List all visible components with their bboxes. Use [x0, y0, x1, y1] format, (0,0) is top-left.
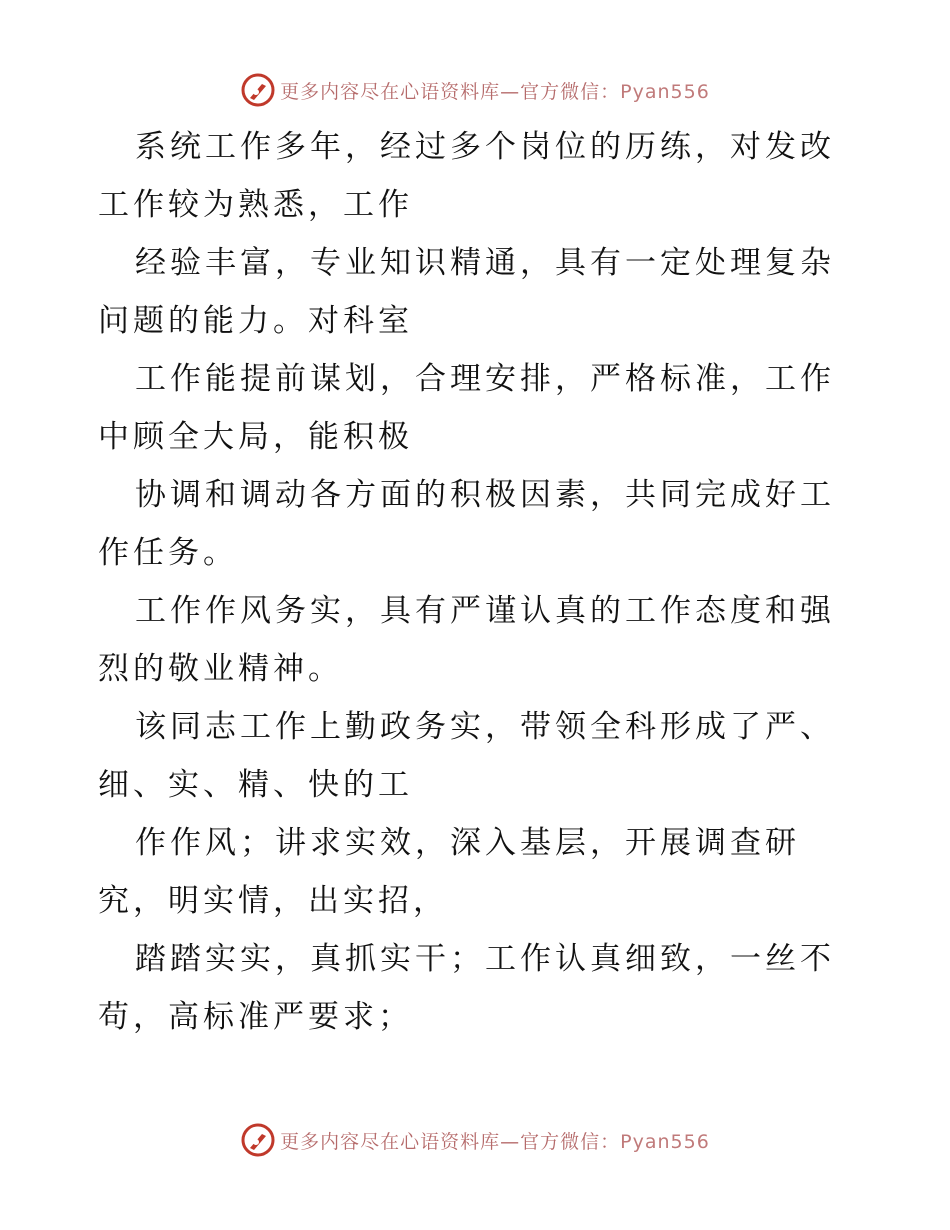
paragraph: 工作作风务实，具有严谨认真的工作态度和强烈的敬业精神。	[98, 593, 835, 687]
paragraph: 工作能提前谋划，合理安排，严格标准，工作中顾全大局，能积极	[98, 361, 835, 455]
pen-logo-icon	[240, 72, 276, 108]
paragraph: 协调和调动各方面的积极因素，共同完成好工作任务。	[98, 477, 835, 571]
wechat-id: Pyan556	[620, 1130, 710, 1153]
footer-banner	[0, 1120, 950, 1160]
pen-logo-icon	[240, 1122, 276, 1158]
banner-text: 更多内容尽在心语资料库—官方微信：Pyan556	[280, 80, 710, 103]
document-body	[98, 118, 858, 1046]
banner-text: 更多内容尽在心语资料库—官方微信：Pyan556	[280, 1130, 710, 1153]
paragraph: 该同志工作上勤政务实，带领全科形成了严、细、实、精、快的工	[98, 709, 835, 803]
wechat-id: Pyan556	[620, 80, 710, 103]
paragraph: 系统工作多年，经过多个岗位的历练，对发改工作较为熟悉，工作	[98, 129, 835, 223]
paragraph: 经验丰富，专业知识精通，具有一定处理复杂问题的能力。对科室	[98, 245, 835, 339]
header-banner	[0, 70, 950, 110]
paragraph: 作作风；讲求实效，深入基层，开展调查研究，明实情，出实招，	[98, 825, 800, 919]
paragraph: 踏踏实实，真抓实干；工作认真细致，一丝不苟，高标准严要求；	[98, 941, 835, 1035]
